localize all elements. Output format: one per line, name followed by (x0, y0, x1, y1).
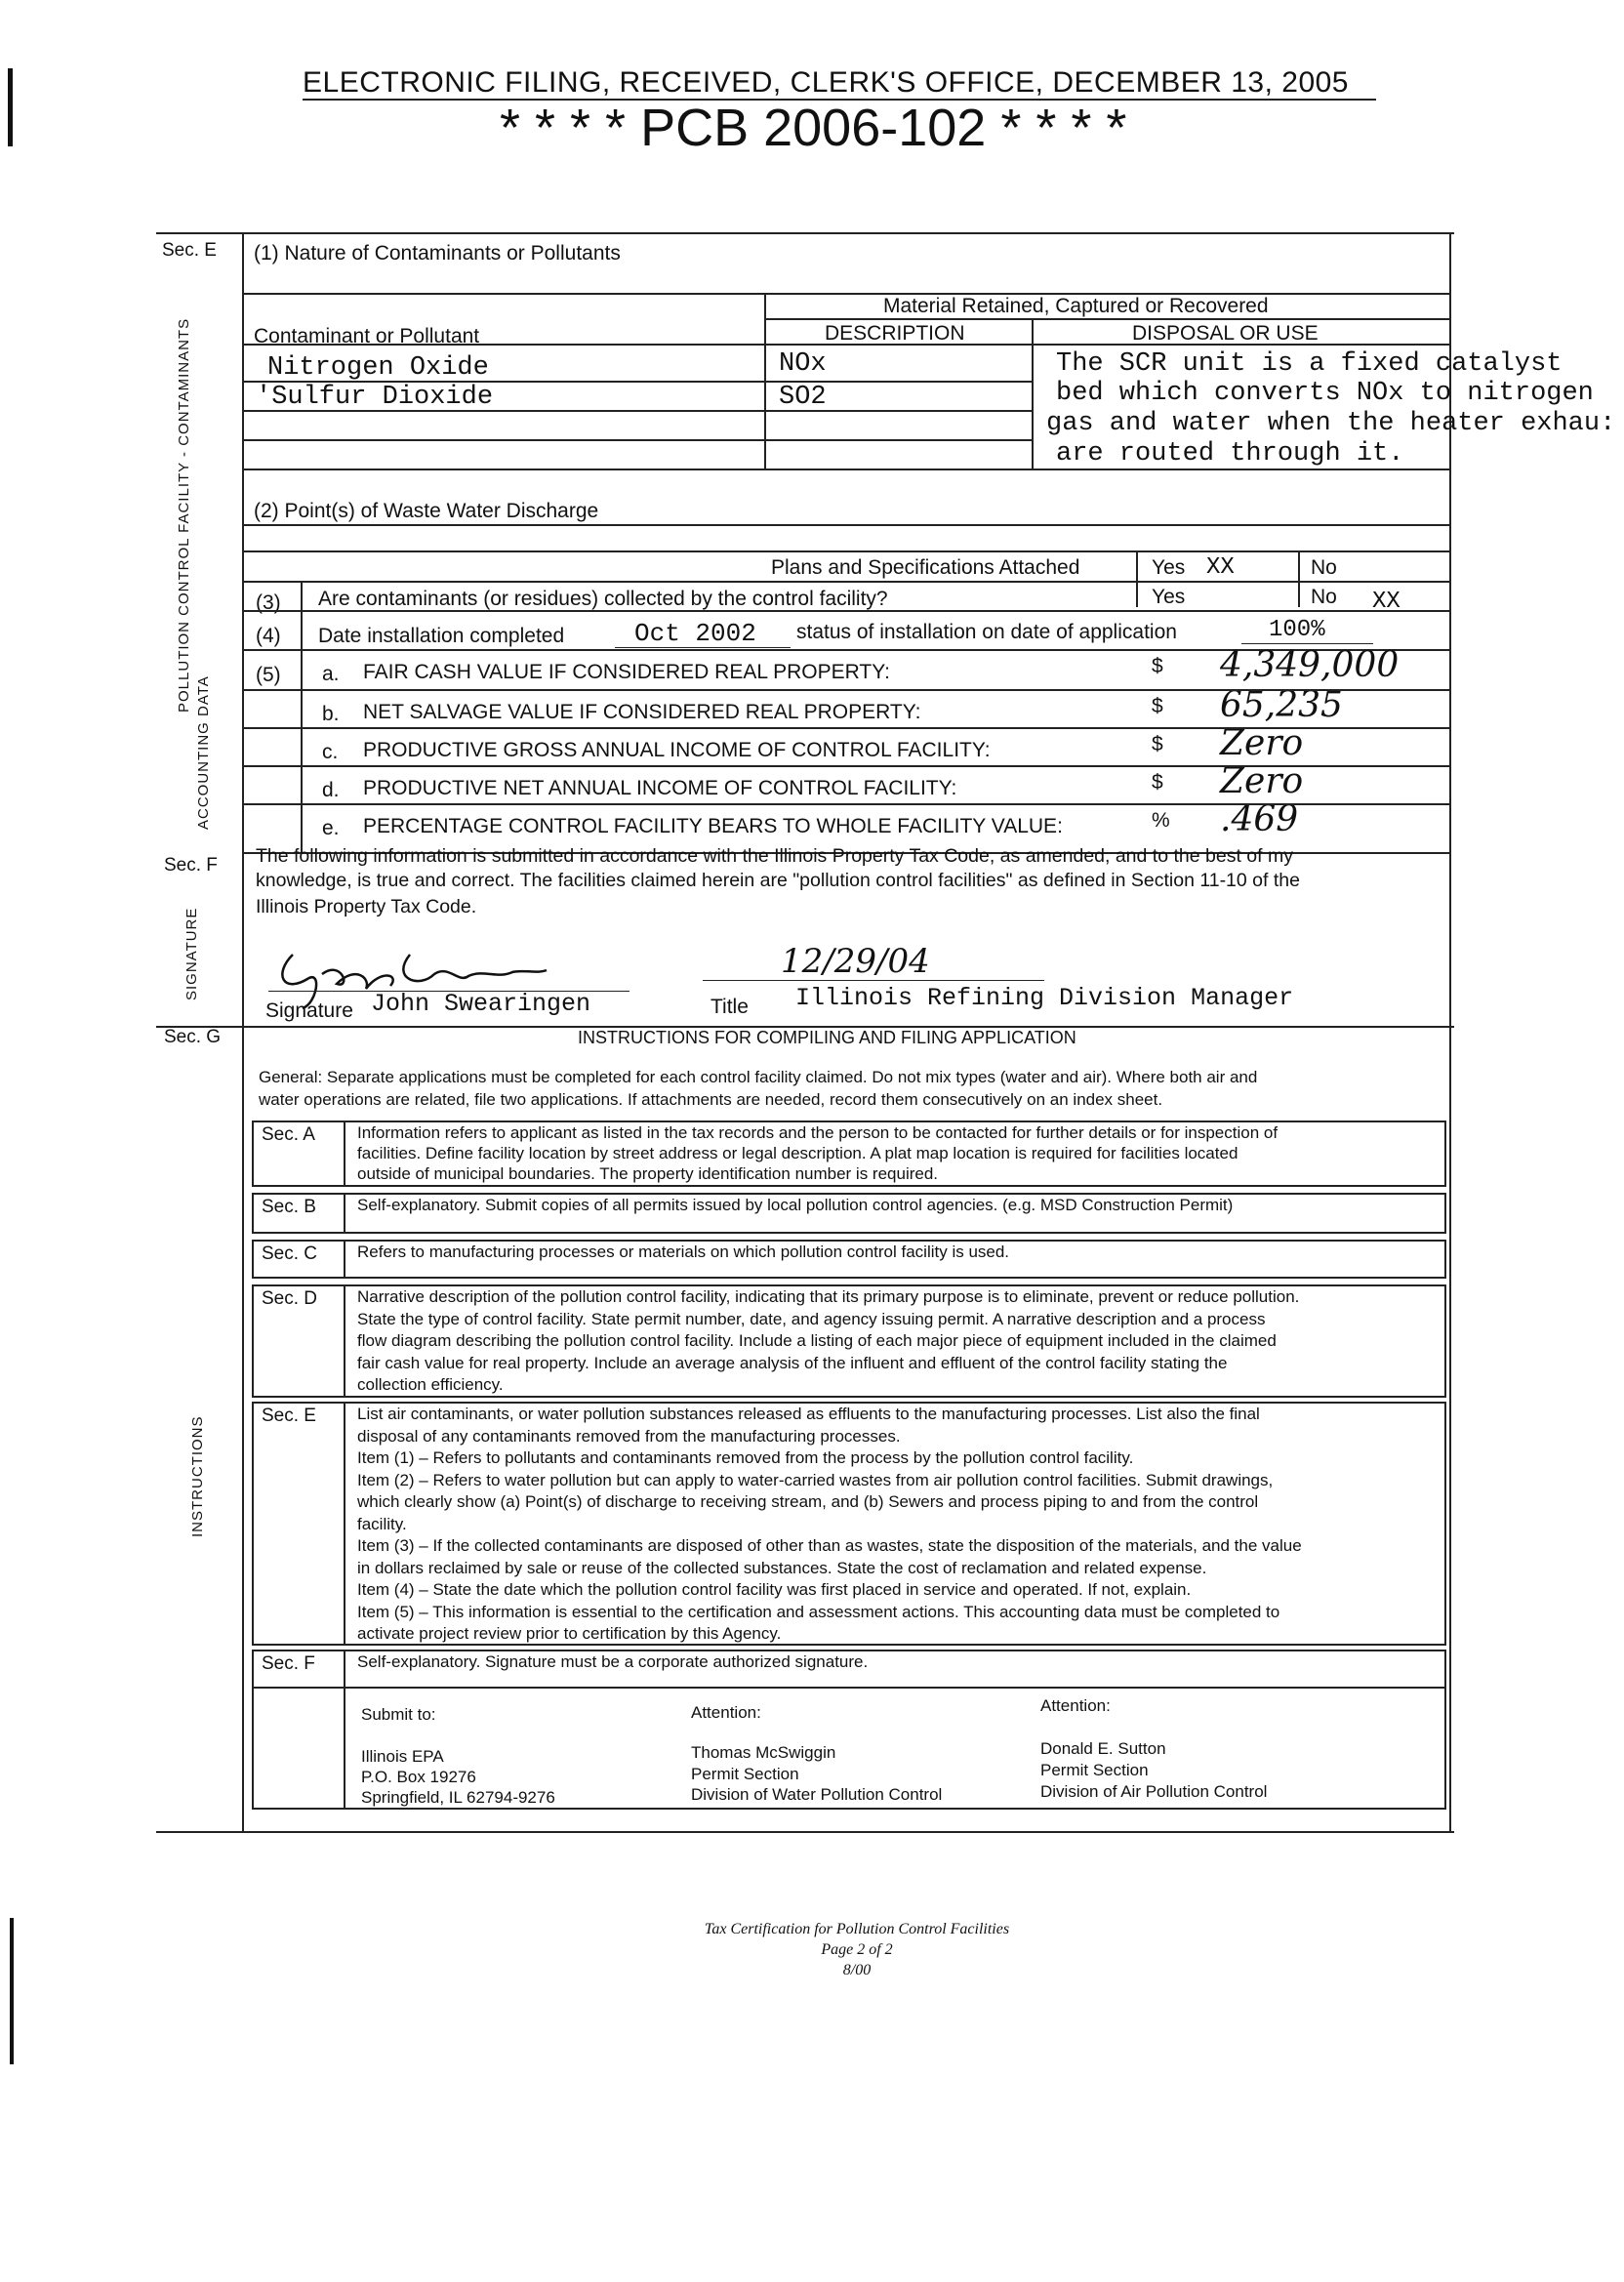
instruction-text (357, 1122, 1278, 1184)
title-value: Illinois Refining Division Manager (795, 984, 1294, 1012)
instruction-divider (344, 1284, 345, 1398)
accounting-unit: $ (1152, 771, 1163, 794)
case-number: * * * * PCB 2006-102 * * * * (500, 99, 1127, 157)
plans-yes-mark: XX (1206, 554, 1235, 581)
q3-num: (3) (256, 591, 281, 614)
instruction-line: Information refers to applicant as listed in the tax records and the person to be contacted for further details or for inspection of (357, 1123, 1279, 1142)
signature-label: Signature (265, 999, 353, 1022)
accounting-text: FAIR CASH VALUE IF CONSIDERED REAL PROPERTY: (363, 661, 890, 683)
instruction-line: Refers to manufacturing processes or materials on which pollution control facility is used. (357, 1243, 1010, 1261)
instruction-line: Self-explanatory. Signature must be a corporate authorized signature. (357, 1652, 869, 1671)
instruction-text (357, 1404, 1302, 1646)
statement-line-3: Illinois Property Tax Code. (256, 896, 477, 917)
submit-divider (344, 1689, 345, 1810)
attention-air-heading: Attention: (1040, 1696, 1111, 1715)
attention-water-line-1: Thomas McSwiggin (691, 1743, 836, 1762)
instruction-line: outside of municipal boundaries. The property identification number is required. (357, 1164, 939, 1183)
instruction-line: activate project review prior to certification by this Agency. (357, 1624, 782, 1643)
accounting-text: PRODUCTIVE NET ANNUAL INCOME OF CONTROL FACILITY: (363, 777, 957, 799)
instruction-line: collection efficiency. (357, 1375, 504, 1394)
instruction-line: in dollars reclaimed by sale or reuse of the collected substances. State the cost of reclamation and related expense. (357, 1558, 1207, 1577)
accounting-letter: c. (322, 741, 339, 763)
instruction-text (357, 1651, 868, 1672)
q5-num: (5) (256, 664, 281, 686)
contaminant-1: Nitrogen Oxide (267, 353, 489, 383)
submit-line-3: Springfield, IL 62794-9276 (361, 1788, 555, 1807)
instruction-line: Item (1) – Refers to pollutants and contaminants removed from the process by the pollution control facility. (357, 1448, 1134, 1467)
row-rule (242, 803, 1449, 805)
instruction-divider (344, 1193, 345, 1234)
signature-date: 12/29/04 (781, 942, 930, 981)
accounting-text: NET SALVAGE VALUE IF CONSIDERED REAL PROPERTY: (363, 701, 921, 723)
accounting-value: .469 (1220, 799, 1299, 839)
q4-date: Oct 2002 (634, 619, 756, 648)
instruction-sec-label: Sec. E (262, 1406, 316, 1426)
instructions-heading: INSTRUCTIONS FOR COMPILING AND FILING APPLICATION (578, 1028, 1076, 1047)
attention-water-line-3: Division of Water Pollution Control (691, 1785, 943, 1804)
accounting-unit: $ (1152, 655, 1163, 677)
q4-status: 100% (1269, 617, 1325, 643)
title-label: Title (710, 996, 749, 1018)
accounting-text: PRODUCTIVE GROSS ANNUAL INCOME OF CONTROL FACILITY: (363, 739, 991, 761)
accounting-letter: d. (322, 779, 340, 801)
sec-f-label: Sec. F (164, 855, 218, 876)
disposal-line-2: bed which converts NOx to nitrogen (1056, 379, 1594, 408)
instruction-line: facility. (357, 1514, 407, 1533)
col-disposal: DISPOSAL OR USE (1132, 322, 1319, 345)
instruction-line: Self-explanatory. Submit copies of all permits issued by local pollution control agencies. (e.g. MSD Construction Permit) (357, 1196, 1234, 1214)
attention-water-heading: Attention: (691, 1703, 761, 1722)
q4-text-a: Date installation completed (318, 625, 565, 647)
disposal-line-3: gas and water when the heater exhau: (1046, 409, 1616, 438)
plans-yes: Yes (1152, 556, 1186, 579)
side-label-instructions: INSTRUCTIONS (189, 1415, 206, 1537)
instruction-line: fair cash value for real property. Include an average analysis of the influent and effluent of the control facility stating the (357, 1353, 1228, 1372)
item1-title: (1) Nature of Contaminants or Pollutants (254, 242, 621, 265)
margin-mark (8, 68, 13, 146)
q3-no: No (1311, 586, 1337, 608)
side-label-pollution: POLLUTION CONTROL FACILITY - CONTAMINANTS (176, 317, 192, 713)
instruction-sec-label: Sec. F (262, 1653, 315, 1674)
submit-line-2: P.O. Box 19276 (361, 1768, 476, 1786)
margin-mark (10, 1918, 14, 2064)
side-label-accounting: ACCOUNTING DATA (195, 675, 212, 830)
submit-heading: Submit to: (361, 1705, 436, 1724)
col-description: DESCRIPTION (825, 322, 965, 345)
instruction-text (357, 1195, 1233, 1215)
accounting-value: Zero (1220, 723, 1304, 763)
instruction-line: which clearly show (a) Point(s) of discharge to receiving stream, and (b) Sewers and process piping to and from the control (357, 1492, 1259, 1511)
material-header: Material Retained, Captured or Recovered (883, 295, 1269, 317)
side-label-signature: SIGNATURE (183, 907, 200, 1000)
instruction-line: State the type of control facility. State permit number, date, and agency issuing permit. A narrative description and a process (357, 1309, 1266, 1328)
instruction-sec-label: Sec. B (262, 1197, 316, 1217)
accounting-unit: % (1152, 809, 1170, 832)
instruction-line: facilities. Define facility location by street address or legal description. A plat map location is required for facilities located (357, 1144, 1238, 1162)
q3-no-mark: XX (1372, 589, 1401, 615)
accounting-value: 4,349,000 (1220, 645, 1400, 685)
instruction-divider (344, 1240, 345, 1279)
instruction-line: Item (5) – This information is essential to the certification and assessment actions. This accounting data must be completed to (357, 1602, 1280, 1621)
row-rule (242, 689, 1449, 691)
attention-air-line-3: Division of Air Pollution Control (1040, 1782, 1268, 1801)
attention-air-line-1: Donald E. Sutton (1040, 1739, 1166, 1758)
row-rule (242, 765, 1449, 767)
filing-stamp: ELECTRONIC FILING, RECEIVED, CLERK'S OFFICE, DECEMBER 13, 2005 (303, 66, 1349, 99)
col-contaminant: Contaminant or Pollutant (254, 325, 480, 347)
instruction-line: Narrative description of the pollution control facility, indicating that its primary purpose is to eliminate, prevent or reduce pollution. (357, 1287, 1300, 1306)
disposal-line-1: The SCR unit is a fixed catalyst (1056, 349, 1563, 379)
q4-num: (4) (256, 625, 281, 647)
instruction-sec-label: Sec. C (262, 1243, 318, 1264)
instruction-line: flow diagram describing the pollution control facility. Include a listing of each major piece of equipment included in the claimed (357, 1331, 1277, 1350)
description-1: NOx (779, 349, 827, 379)
disposal-line-4: are routed through it. (1056, 439, 1404, 469)
q4-text-b: status of installation on date of application (796, 621, 1177, 643)
instruction-sec-label: Sec. A (262, 1124, 315, 1145)
plans-label: Plans and Specifications Attached (771, 556, 1080, 579)
footer-line-1: Tax Certification for Pollution Control Facilities (704, 1921, 1010, 1937)
sec-g-label: Sec. G (164, 1027, 222, 1047)
statement-line-1: The following information is submitted in accordance with the Illinois Property Tax Code, as amended, and to the best of my (256, 845, 1293, 867)
accounting-unit: $ (1152, 695, 1163, 717)
instruction-divider (344, 1402, 345, 1646)
instruction-divider (344, 1121, 345, 1187)
general-line-1: General: Separate applications must be completed for each control facility claimed. Do not mix types (water and air). Where both air and (259, 1068, 1258, 1086)
accounting-unit: $ (1152, 733, 1163, 755)
attention-air-line-2: Permit Section (1040, 1761, 1149, 1779)
attention-water-line-2: Permit Section (691, 1765, 799, 1783)
q3-yes: Yes (1152, 586, 1186, 608)
instruction-line: Item (2) – Refers to water pollution but can apply to water-carried wastes from air pollution control facilities. Submit drawings, (357, 1470, 1274, 1489)
q3-text: Are contaminants (or residues) collected by the control facility? (318, 588, 888, 610)
instruction-text (357, 1286, 1299, 1397)
accounting-letter: b. (322, 703, 340, 725)
instruction-line: Item (3) – If the collected contaminants are disposed of other than as wastes, state the disposition of the materials, and the value (357, 1536, 1302, 1555)
instruction-line: Item (4) – State the date which the pollution control facility was first placed in service and operated. If not, explain. (357, 1580, 1192, 1599)
statement-line-2: knowledge, is true and correct. The facilities claimed herein are "pollution control facilities" as defined in Section 11-10 of the (256, 870, 1300, 891)
signer-name: John Swearingen (371, 990, 591, 1018)
contaminant-2: 'Sulfur Dioxide (256, 383, 494, 412)
instruction-line: List air contaminants, or water pollution substances released as effluents to the manufacturing processes. List also the final (357, 1405, 1260, 1423)
description-2: SO2 (779, 383, 827, 412)
instruction-text (357, 1242, 1009, 1262)
accounting-value: 65,235 (1220, 685, 1343, 725)
plans-no: No (1311, 556, 1337, 579)
sec-e-label: Sec. E (162, 240, 217, 261)
instruction-sec-label: Sec. D (262, 1288, 318, 1309)
footer-line-2: Page 2 of 2 (821, 1941, 893, 1958)
accounting-letter: e. (322, 817, 340, 839)
footer-line-3: 8/00 (842, 1962, 872, 1978)
instruction-line: disposal of any contaminants removed from the manufacturing processes. (357, 1426, 901, 1446)
submit-line-1: Illinois EPA (361, 1747, 444, 1766)
general-line-2: water operations are related, file two applications. If attachments are needed, record them consecutively on an index sheet. (259, 1090, 1163, 1109)
row-rule (242, 727, 1449, 729)
instruction-divider (344, 1650, 345, 1689)
accounting-text: PERCENTAGE CONTROL FACILITY BEARS TO WHOLE FACILITY VALUE: (363, 815, 1063, 837)
accounting-letter: a. (322, 663, 340, 685)
accounting-value: Zero (1220, 761, 1304, 801)
item2-title: (2) Point(s) of Waste Water Discharge (254, 500, 599, 522)
